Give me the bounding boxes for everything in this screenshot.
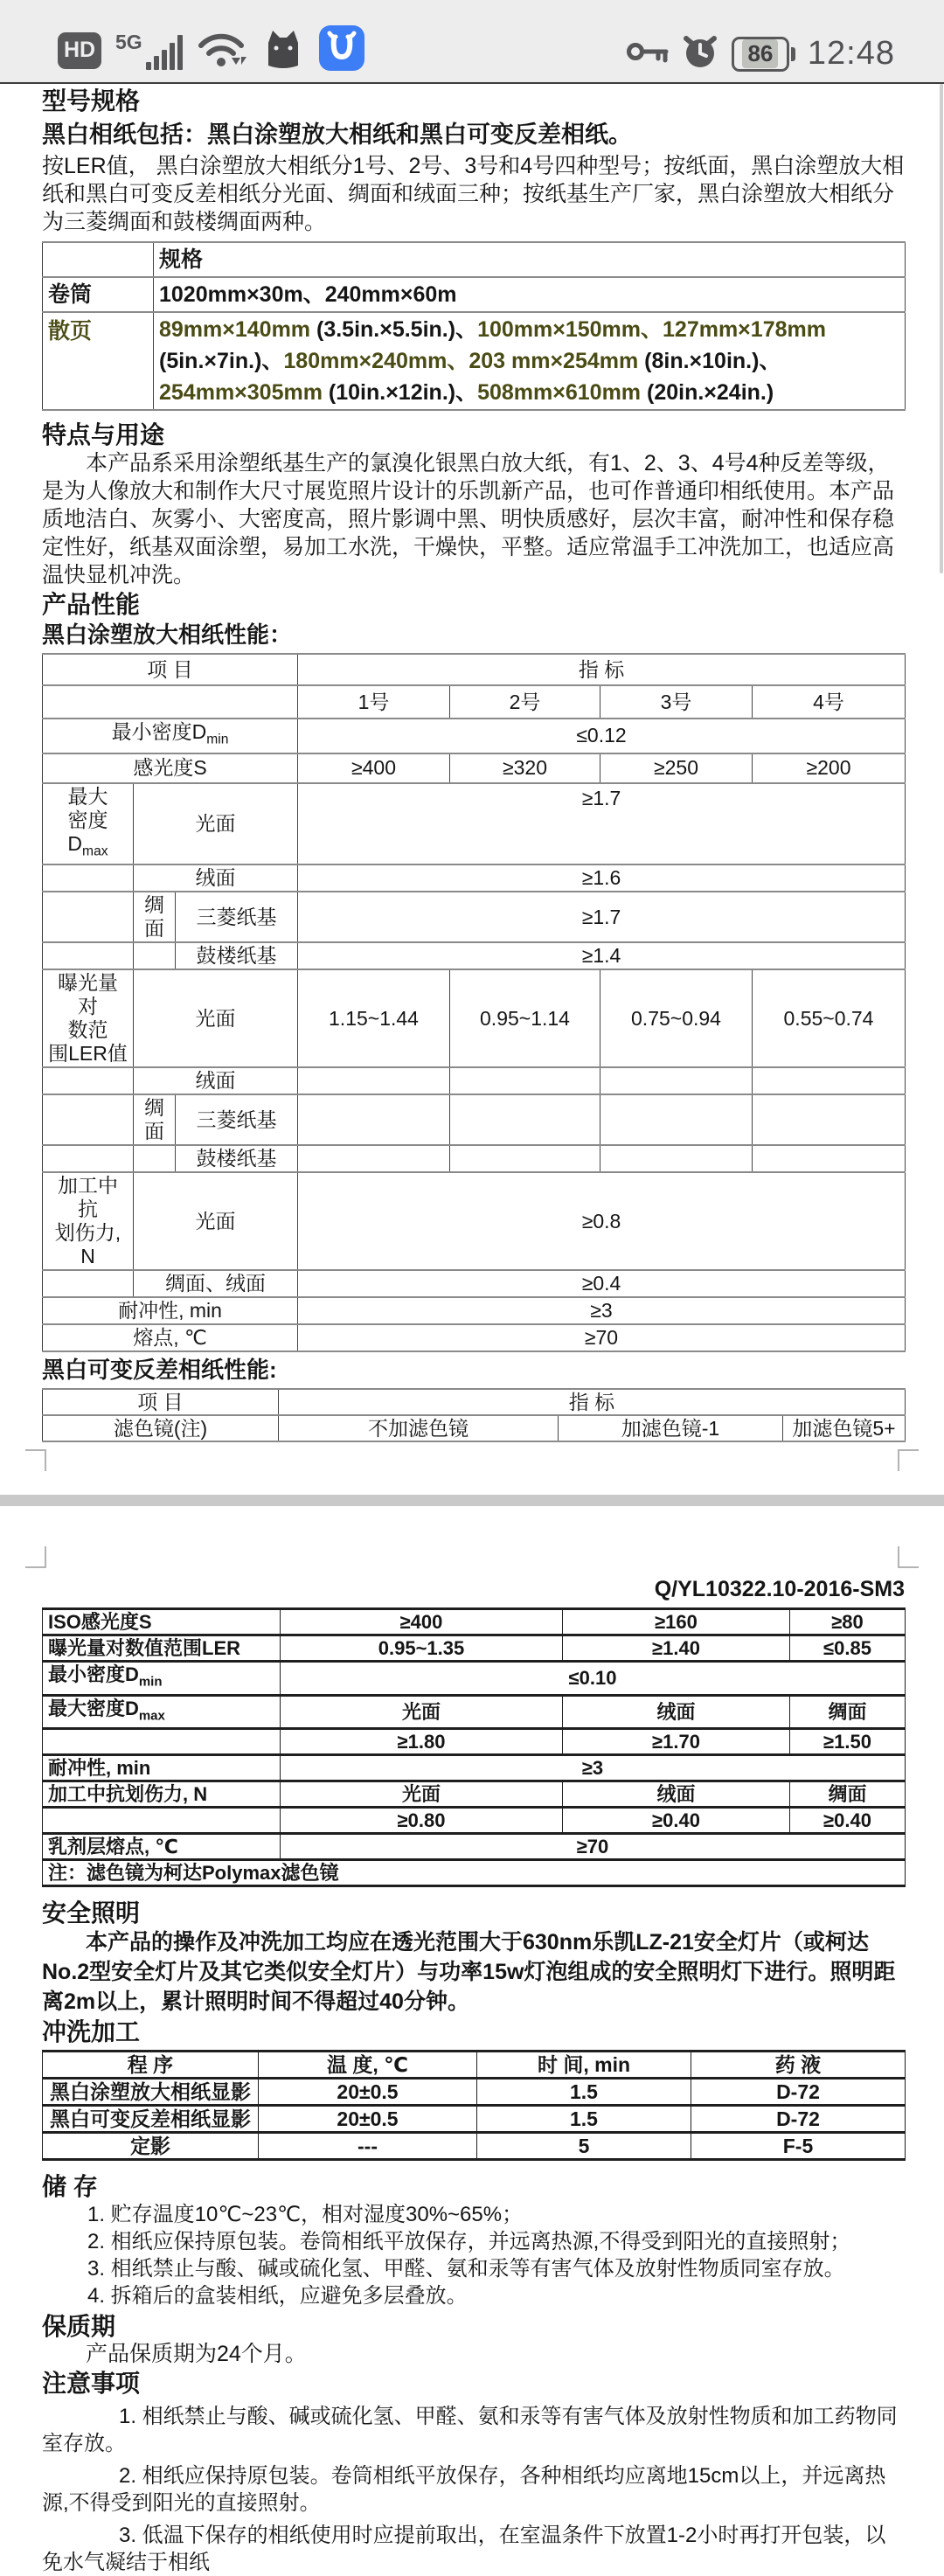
- table-cell: [600, 1094, 753, 1145]
- table-cell: 加滤色镜-1: [559, 1415, 783, 1441]
- table-cell: 指 标: [279, 1389, 906, 1415]
- list-item: 2. 相纸应保持原包装。卷筒相纸平放保存，并远离热源,不得受到阳光的直接照射；: [87, 2229, 851, 2253]
- table-cell: 5: [477, 2132, 691, 2159]
- heading-features: 特点与用途: [42, 421, 165, 448]
- network-type-label: 5G: [115, 31, 142, 53]
- page1-bottom-right-margin-mark: [898, 1449, 919, 1471]
- table-cell: 1.5: [477, 2105, 691, 2132]
- table-cell: ≥0.4: [298, 1270, 906, 1297]
- table-cell: 项 目: [43, 654, 298, 685]
- table-cell: 滤色镜(注): [43, 1415, 279, 1441]
- table-cell: 绒面: [134, 864, 298, 892]
- notes-list: [42, 2403, 905, 2576]
- document-number: Q/YL10322.10-2016-SM3: [654, 1577, 905, 1602]
- content-top-divider: [0, 82, 944, 84]
- table-cell: ≥1.70: [563, 1728, 790, 1754]
- table-cell: [600, 1145, 753, 1172]
- table-cell: 耐冲性, min: [43, 1754, 281, 1781]
- list-item: 3. 相纸禁止与酸、碱或硫化氢、甲醛、氨和汞等有害气体及放射性物质同室存放。: [87, 2256, 845, 2281]
- table-cell: [753, 1145, 906, 1172]
- size-spec-table: [42, 241, 906, 411]
- table-cell: 项 目: [43, 1389, 279, 1415]
- table-cell: 药 液: [691, 2051, 906, 2078]
- table-cell: ≥400: [281, 1609, 563, 1635]
- table-cell: 规格: [154, 242, 906, 277]
- coated-paper-performance-table: [42, 653, 906, 1352]
- table-cell: 最大密度$D_{max}$: [43, 1695, 281, 1728]
- table-cell: 感光度S: [43, 753, 298, 783]
- table-cell: 鼓楼纸基: [176, 1145, 298, 1172]
- shelf-life-text: 产品保质期为24个月。: [86, 2341, 307, 2366]
- table-cell: 三菱纸基: [176, 1094, 298, 1145]
- storage-list: [42, 2201, 905, 2309]
- table-cell: ---: [259, 2132, 477, 2159]
- table-cell: [753, 1094, 906, 1145]
- table-cell: [600, 1067, 753, 1094]
- table-cell: 散页: [43, 312, 154, 410]
- page-separator-band: [0, 1495, 944, 1506]
- table-cell: [43, 1145, 134, 1172]
- battery-indicator: [732, 37, 795, 72]
- table-cell: 绸面: [790, 1781, 906, 1807]
- table-cell: 程 序: [43, 2051, 259, 2078]
- subheading-variable-contrast: 黑白可变反差相纸性能:: [42, 1357, 277, 1384]
- table-cell: ≥0.40: [563, 1807, 790, 1833]
- heading-model-spec: 型号规格: [42, 87, 141, 115]
- table-cell: ≥1.4: [298, 942, 906, 969]
- table-cell: F-5: [691, 2132, 906, 2159]
- scrollbar-thumb[interactable]: [940, 84, 943, 573]
- list-item: 1. 相纸禁止与酸、碱或硫化氢、甲醛、氨和汞等有害气体及放射性物质和加工药物同室存放。: [42, 2404, 898, 2455]
- table-cell: 1.5: [477, 2078, 691, 2105]
- table-cell: [298, 1145, 450, 1172]
- table-cell: 光面: [281, 1781, 563, 1807]
- list-item: 1. 贮存温度10℃~23℃，相对湿度30%~65%；: [87, 2202, 524, 2226]
- table-cell: [298, 1067, 450, 1094]
- signal-bars-icon: [146, 33, 183, 70]
- table-cell: 光面: [134, 1172, 298, 1270]
- table-cell: ≥1.7: [298, 783, 906, 865]
- table-cell: 最大 密度 $D_{max}$: [43, 783, 134, 865]
- table-cell: 最小密度$D_{min}$: [43, 719, 298, 753]
- safelight-paragraph: 本产品的操作及冲洗加工均应在透光范围大于630nm乐凯LZ-21安全灯片（或柯达No.2型安全灯片及其它类似安全灯片）与功率15w灯泡组成的安全照明灯下进行。照明距离2m以上，累计照明时间不得超过40分钟。: [42, 1929, 896, 2014]
- table-cell: [43, 892, 134, 942]
- table-cell: 1020mm×30m、240mm×60m: [154, 277, 906, 312]
- table-cell: ≥1.7: [298, 892, 906, 942]
- table-cell: 黑白涂塑放大相纸显影: [43, 2078, 259, 2105]
- table-cell: 加工中抗 划伤力, N: [43, 1172, 134, 1270]
- table-cell: 曝光量对 数范 围LER值: [43, 969, 134, 1067]
- table-cell: 1.15~1.44: [298, 969, 450, 1067]
- table-cell: ≥0.40: [790, 1807, 906, 1833]
- subheading-coated-performance: 黑白涂塑放大相纸性能：: [42, 621, 293, 648]
- table-cell: ≤0.10: [281, 1662, 906, 1695]
- clock-time: 12:48: [807, 35, 895, 72]
- table-cell: 20±0.5: [259, 2078, 477, 2105]
- table-cell: ≥70: [281, 1833, 906, 1859]
- table-cell: 加工中抗划伤力, N: [43, 1781, 281, 1807]
- table-cell: 三菱纸基: [176, 892, 298, 942]
- document-page-2: [0, 1577, 944, 2576]
- list-item: 4. 拆箱后的盒装相纸，应避免多层叠放。: [87, 2283, 468, 2308]
- table-cell: [43, 685, 298, 719]
- table-cell: [43, 1067, 134, 1094]
- table-cell: 0.95~1.35: [281, 1635, 563, 1662]
- heading-notes: 注意事项: [42, 2369, 141, 2397]
- table-cell: [43, 864, 134, 892]
- table-cell: 光面: [134, 969, 298, 1067]
- intro-bold-line: 黑白相纸包括：黑白涂塑放大相纸和黑白可变反差相纸。: [42, 122, 632, 148]
- table-cell: 0.95~1.14: [450, 969, 600, 1067]
- heading-storage: 储 存: [42, 2172, 98, 2200]
- list-item: 3. 低温下保存的相纸使用时应提前取出，在室温条件下放置1-2小时再打开包装，以免水气凝结于相纸: [42, 2523, 886, 2574]
- table-cell: [43, 1270, 134, 1297]
- table-cell: [134, 942, 176, 969]
- table-cell: 温 度, ℃: [259, 2051, 477, 2078]
- table-cell: 0.55~0.74: [753, 969, 906, 1067]
- table-cell: 绒面: [563, 1695, 790, 1728]
- table-cell: ≥1.40: [563, 1635, 790, 1662]
- page2-top-right-margin-mark: [898, 1546, 919, 1568]
- table-cell: 光面: [281, 1695, 563, 1728]
- table-cell: 4号: [753, 685, 906, 719]
- processing-table: [42, 2050, 906, 2161]
- table-cell: ≥250: [600, 753, 753, 783]
- heading-performance: 产品性能: [42, 591, 141, 618]
- table-cell: [450, 1094, 600, 1145]
- table-cell: 时 间, min: [477, 2051, 691, 2078]
- table-cell: 加滤色镜5+: [783, 1415, 906, 1441]
- heading-processing: 冲洗加工: [42, 2017, 141, 2045]
- table-cell: [43, 242, 154, 277]
- filter-performance-table: [42, 1388, 906, 1442]
- table-cell: ≥3: [298, 1297, 906, 1324]
- table-cell: 不加滤色镜: [279, 1415, 559, 1441]
- table-cell: 2号: [450, 685, 600, 719]
- table-cell: [450, 1067, 600, 1094]
- table-cell: ≥0.8: [298, 1172, 906, 1270]
- page2-top-left-margin-mark: [25, 1546, 46, 1568]
- hd-voice-icon: HD: [58, 32, 101, 69]
- table-cell: ≥1.6: [298, 864, 906, 892]
- table-cell: ≥3: [281, 1754, 906, 1781]
- table-cell: 卷筒: [43, 277, 154, 312]
- table-cell: ISO感光度S: [43, 1609, 281, 1635]
- table-cell: 乳剂层熔点, ℃: [43, 1833, 281, 1859]
- table-cell: ≥80: [790, 1609, 906, 1635]
- table-cell: 指 标: [298, 654, 906, 685]
- list-item: 2. 相纸应保持原包装。卷筒相纸平放保存，各种相纸均应离地15cm以上，并远离热源,不得受到阳光的直接照射。: [42, 2463, 886, 2515]
- page1-bottom-left-margin-mark: [25, 1449, 46, 1471]
- table-cell: 1号: [298, 685, 450, 719]
- page-break-zone: [0, 1442, 944, 1573]
- table-cell: 鼓楼纸基: [176, 942, 298, 969]
- table-cell: [450, 1145, 600, 1172]
- table-cell: 绸 面: [134, 1094, 176, 1145]
- table-cell: 最小密度$D_{min}$: [43, 1662, 281, 1695]
- table-cell: 注：滤色镜为柯达Polymax滤色镜: [43, 1859, 906, 1885]
- table-cell: ≥160: [563, 1609, 790, 1635]
- table-cell: 黑白可变反差相纸显影: [43, 2105, 259, 2132]
- table-cell: [43, 942, 134, 969]
- alarm-clock-icon: [681, 32, 719, 75]
- table-cell: [134, 1145, 176, 1172]
- table-cell: [43, 1728, 281, 1754]
- heading-shelf-life: 保质期: [42, 2312, 116, 2340]
- app-notification-ox-icon: [319, 25, 364, 75]
- table-cell: ≤0.12: [298, 719, 906, 753]
- table-cell: ≥1.80: [281, 1728, 563, 1754]
- app-notification-cat-icon: [261, 27, 305, 73]
- table-cell: ≥320: [450, 753, 600, 783]
- table-cell: 光面: [134, 783, 298, 865]
- table-cell: ≥400: [298, 753, 450, 783]
- table-cell: 89mm×140mm (3.5in.×5.5in.)、100mm×150mm、127mm×178mm (5in.×7in.)、180mm×240mm、203 mm×254mm (8in.×10in.)、254mm×305mm (10in.×12in.)、508mm×610mm (20in.×24in.): [154, 312, 906, 410]
- table-cell: 定影: [43, 2132, 259, 2159]
- document-page-1: [0, 87, 944, 1442]
- table-cell: ≥0.80: [281, 1807, 563, 1833]
- table-cell: 绒面: [563, 1781, 790, 1807]
- key-icon: [627, 38, 669, 70]
- table-cell: 0.75~0.94: [600, 969, 753, 1067]
- intro-paragraph: 按LER值， 黑白涂塑放大相纸分1号、2号、3号和4号四种型号；按纸面，黑白涂塑放大相纸和黑白可变反差相纸分光面、绸面和绒面三种；按纸基生产厂家，黑白涂塑放大相纸分为三菱绸面和鼓楼绸面两种。: [42, 154, 905, 234]
- table-cell: 20±0.5: [259, 2105, 477, 2132]
- table-cell: ≥70: [298, 1324, 906, 1351]
- table-cell: 曝光量对数值范围LER: [43, 1635, 281, 1662]
- table-cell: [43, 1094, 134, 1145]
- table-cell: 3号: [600, 685, 753, 719]
- table-cell: 绸面、绒面: [134, 1270, 298, 1297]
- table-cell: 绸面: [790, 1695, 906, 1728]
- table-cell: [753, 1067, 906, 1094]
- cellular-signal-icon: [115, 31, 183, 70]
- table-cell: 熔点, ℃: [43, 1324, 298, 1351]
- table-cell: 绒面: [134, 1067, 298, 1094]
- table-cell: ≥200: [753, 753, 906, 783]
- table-cell: [298, 1094, 450, 1145]
- table-cell: D-72: [691, 2105, 906, 2132]
- heading-safelight: 安全照明: [42, 1899, 141, 1927]
- table-cell: 绸 面: [134, 892, 176, 942]
- table-cell: 耐冲性, min: [43, 1297, 298, 1324]
- status-bar: [0, 0, 944, 82]
- table-cell: [43, 1807, 281, 1833]
- table-cell: D-72: [691, 2078, 906, 2105]
- table-cell: ≤0.85: [790, 1635, 906, 1662]
- table-cell: ≥1.50: [790, 1728, 906, 1754]
- battery-percent: 86: [742, 39, 778, 68]
- variable-contrast-performance-table: [42, 1607, 906, 1887]
- features-paragraph: 本产品系采用涂塑纸基生产的氯溴化银黑白放大纸，有1、2、3、4号4种反差等级，是为人像放大和制作大尺寸展览照片设计的乐凯新产品，也可作普通印相纸使用。本产品质地洁白、灰雾小、大密度高，照片影调中黑、明快质感好，层次丰富，耐冲性和保存稳定性好，纸基双面涂塑，易加工水洗，干燥快，平整。适应常温手工冲洗加工，也适应高温快显机冲洗。: [42, 451, 895, 587]
- wifi-icon: [197, 28, 247, 73]
